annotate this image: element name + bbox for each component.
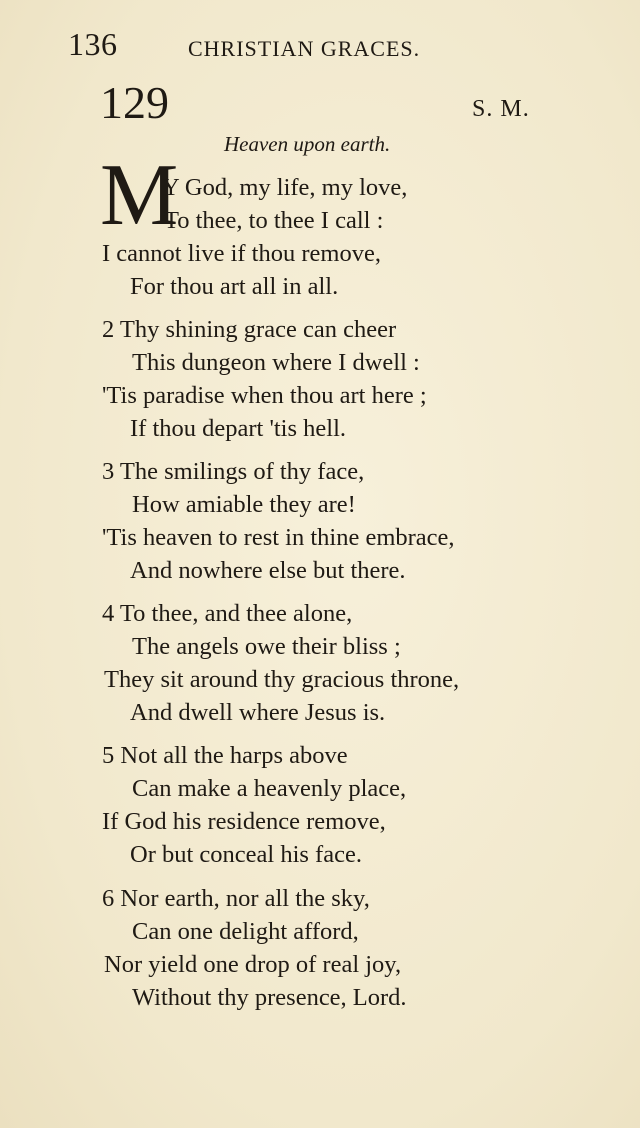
verse-1-line-1: Y God, my life, my love,: [162, 174, 408, 201]
verse-6-line-4: Without thy presence, Lord.: [132, 984, 407, 1011]
verse-5-line-3: If God his residence remove,: [102, 808, 386, 835]
running-head: [68, 26, 488, 66]
verse-4-line-3: They sit around thy gracious throne,: [104, 666, 460, 693]
verse-3-line-2: How amiable they are!: [132, 491, 356, 518]
verse-5-line-1: 5 Not all the harps above: [102, 742, 348, 769]
section-title: CHRISTIAN GRACES.: [188, 36, 421, 61]
verse-5-line-2: Can make a heavenly place,: [132, 775, 407, 802]
verse-1-line-3: I cannot live if thou remove,: [102, 240, 381, 267]
verse-3-line-3: 'Tis heaven to rest in thine embrace,: [102, 524, 455, 551]
verse-5-line-4: Or but conceal his face.: [130, 841, 362, 868]
verse-6-line-2: Can one delight afford,: [132, 918, 359, 945]
drop-cap: M: [100, 147, 179, 244]
verse-6-line-3: Nor yield one drop of real joy,: [104, 951, 402, 978]
verse-2-line-1: 2 Thy shining grace can cheer: [102, 316, 397, 343]
verse-2-line-3: 'Tis paradise when thou art here ;: [102, 382, 427, 409]
verse-3-line-1: 3 The smilings of thy face,: [102, 458, 365, 485]
verse-4-line-1: 4 To thee, and thee alone,: [102, 600, 353, 627]
verse-4-line-4: And dwell where Jesus is.: [130, 699, 386, 726]
verse-1-line-2: To thee, to thee I call :: [164, 207, 384, 234]
page-number: 136: [68, 26, 118, 62]
verse-4-line-2: The angels owe their bliss ;: [132, 633, 401, 660]
hymn-title: Heaven upon earth.: [224, 132, 391, 156]
verse-6-line-1: 6 Nor earth, nor all the sky,: [102, 885, 370, 912]
verse-2-line-4: If thou depart 'tis hell.: [130, 415, 347, 442]
verse-3-line-4: And nowhere else but there.: [130, 557, 406, 584]
verse-1-line-4: For thou art all in all.: [130, 273, 339, 300]
verse-2-line-2: This dungeon where I dwell :: [132, 349, 420, 376]
hymn-meter: S. M.: [472, 96, 530, 122]
hymn-number: 129: [100, 77, 169, 128]
